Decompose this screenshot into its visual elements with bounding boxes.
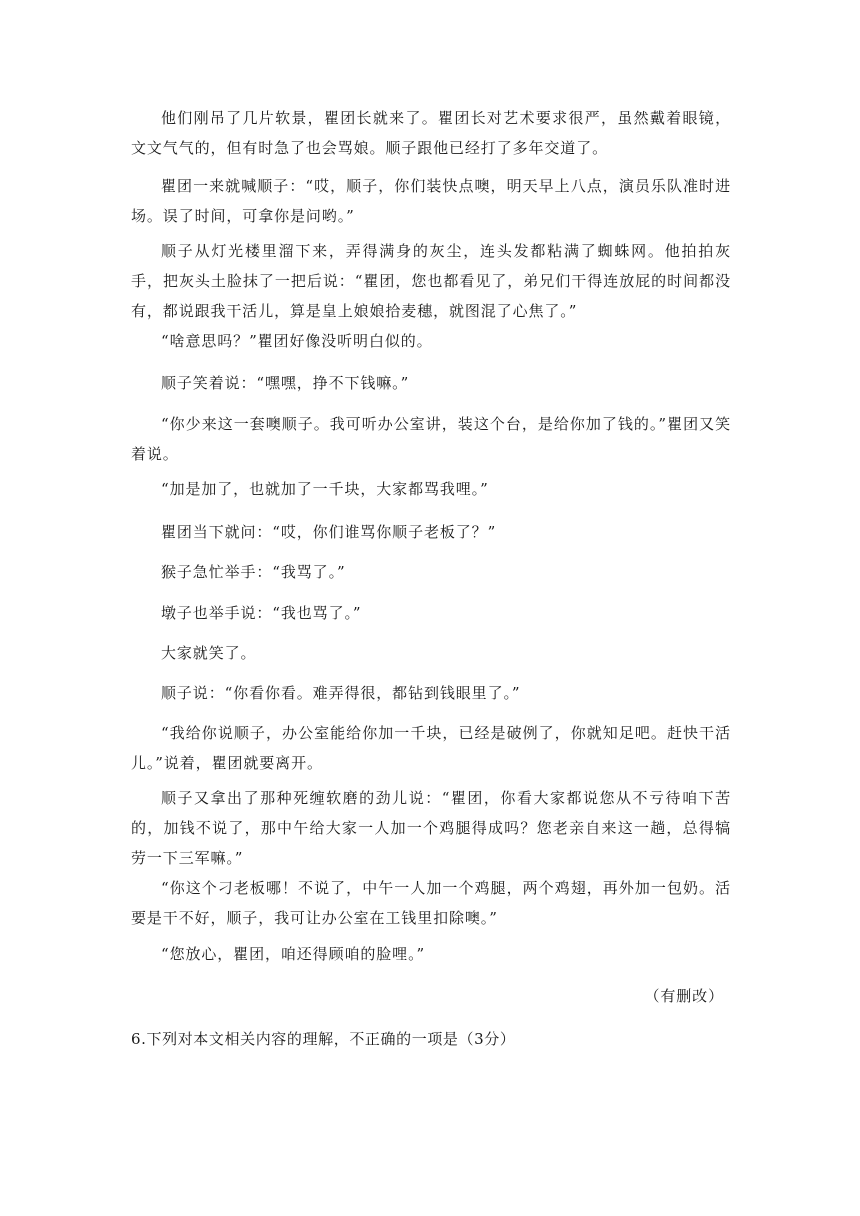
story-paragraph: “您放心，瞿团，咱还得顾咱的脸哩。” [161,945,426,963]
story-paragraph: 顺子说：“你看你看。难弄得很，都钻到钱眼里了。” [161,684,521,702]
story-paragraph: 顺子又拿出了那种死缠软磨的劲儿说：“瞿团，你看大家都说您从不亏待咱下苦的，加钱不说了，那中午给大家一人加一个鸡腿得成吗？您老亲自来这一趟，总得犒劳一下三军嘛。” [131,789,731,867]
story-paragraph: “加是加了，也就加了一千块，大家都骂我哩。” [161,480,489,498]
story-paragraph: “啥意思吗？”瞿团好像没听明白似的。 [161,332,433,350]
story-paragraph: 瞿团一来就喊顺子：“哎，顺子，你们装快点噢，明天早上八点，演员乐队准时进场。误了时间，可拿你是问哟。” [131,177,731,225]
story-paragraph: 大家就笑了。 [161,644,257,662]
story-paragraph: 墩子也举手说：“我也骂了。” [161,604,362,622]
story-paragraph: “你少来这一套噢顺子。我可听办公室讲，装这个台，是给你加了钱的。”瞿团又笑着说。 [131,415,731,463]
story-paragraph: 顺子从灯光楼里溜下来，弄得满身的灰尘，连头发都粘满了蜘蛛网。他拍拍灰手，把灰头土脸抹了一把后说：“瞿团，您也都看见了，弟兄们干得连放屁的时间都没有，都说跟我干活儿，算是皇上娘娘拾麦穗，就图混了心焦了。” [131,242,731,320]
story-paragraph: “你这个刁老板哪！不说了，中午一人加一个鸡腿，两个鸡翅，再外加一包奶。活要是干不好，顺子，我可让办公室在工钱里扣除噢。” [131,879,731,927]
story-paragraph: 顺子笑着说：“嘿嘿，挣不下钱嘛。” [161,374,410,392]
story-paragraph: “我给你说顺子，办公室能给你加一千块，已经是破例了，你就知足吧。赶快干活儿。”说着，瞿团就要离开。 [131,724,731,772]
story-paragraph: 猴子急忙举手：“我骂了。” [161,563,346,581]
story-paragraph: 他们刚吊了几片软景，瞿团长就来了。瞿团长对艺术要求很严，虽然戴着眼镜，文文气气的，但有时急了也会骂娘。顺子跟他已经打了多年交道了。 [131,109,731,157]
source-note: （有删改） [644,987,724,1005]
story-paragraph: 瞿团当下就问：“哎，你们谁骂你顺子老板了？” [161,523,497,541]
question-6: 6.下列对本文相关内容的理解，不正确的一项是（3分） [131,1030,516,1048]
